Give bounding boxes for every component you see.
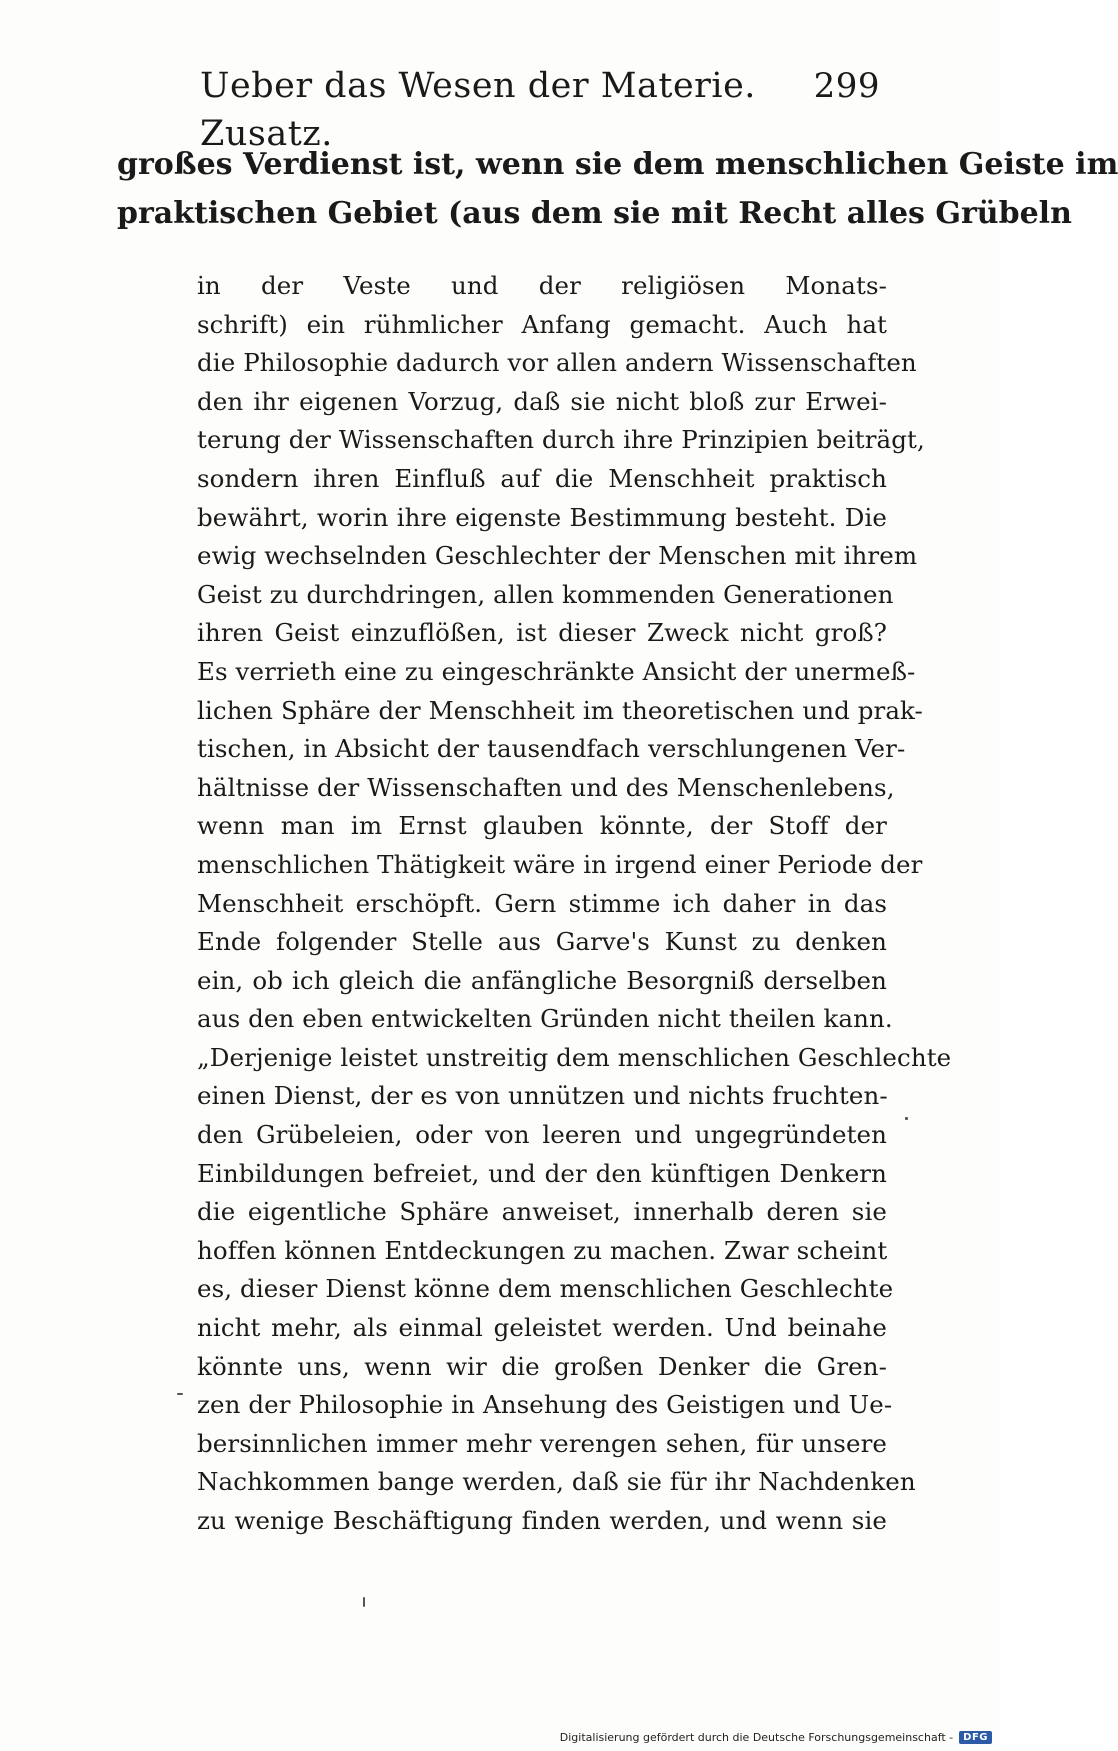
text-line: großes Verdienst ist, wenn sie dem menschlichen Geiste im: [117, 147, 1118, 182]
text-line: den Grübeleien, oder von leeren und ungegründeten: [197, 1120, 887, 1150]
dfg-logo: DFG: [959, 1731, 992, 1744]
text-line: Nachkommen bange werden, daß sie für ihr Nachdenken: [197, 1467, 916, 1497]
text-line: menschlichen Thätigkeit wäre in irgend einer Periode der: [197, 849, 923, 879]
text-line: Es verrieth eine zu eingeschränkte Ansicht der unermeß-: [197, 656, 916, 686]
text-line: den ihr eigenen Vorzug, daß sie nicht bloß zur Erwei-: [197, 386, 887, 416]
text-line: praktischen Gebiet (aus dem sie mit Recht alles Grübeln: [117, 196, 1072, 231]
text-line: ewig wechselnden Geschlechter der Menschen mit ihrem: [197, 541, 918, 571]
text-line: hältnisse der Wissenschaften und des Menschenlebens,: [197, 772, 895, 802]
text-line: tischen, in Absicht der tausendfach verschlungenen Ver-: [197, 734, 906, 764]
text-line: bewährt, worin ihre eigenste Bestimmung besteht. Die: [197, 502, 887, 532]
text-line: Ende folgender Stelle aus Garve's Kunst zu denken: [197, 927, 887, 957]
text-line: nicht mehr, als einmal geleistet werden. Und beinahe: [197, 1313, 887, 1343]
text-line: wenn man im Ernst glauben könnte, der Stoff der: [197, 811, 887, 841]
print-speck: [177, 1393, 183, 1395]
running-head: [200, 62, 880, 154]
text-line: lichen Sphäre der Menschheit im theoretischen und prak-: [197, 695, 923, 725]
text-line: Menschheit erschöpft. Gern stimme ich daher in das: [197, 888, 887, 918]
text-line: schrift) ein rühmlicher Anfang gemacht. Auch hat: [197, 309, 887, 339]
text-line: ihren Geist einzuflößen, ist dieser Zweck nicht groß?: [197, 618, 887, 648]
text-line: Geist zu durchdringen, allen kommenden Generationen: [197, 579, 894, 609]
text-line: aus den eben entwickelten Gründen nicht theilen kann.: [197, 1004, 893, 1034]
text-line: es, dieser Dienst könne dem menschlichen Geschlechte: [197, 1274, 894, 1304]
text-line: Einbildungen befreiet, und der den künftigen Denkern: [197, 1158, 887, 1188]
print-speck: [363, 1597, 365, 1607]
text-line: bersinnlichen immer mehr verengen sehen, für unsere: [197, 1428, 887, 1458]
body-text: [197, 267, 952, 1541]
running-head-title: Ueber das Wesen der Materie. Zusatz.: [200, 66, 756, 154]
text-line: einen Dienst, der es von unnützen und nichts fruchten-: [197, 1081, 888, 1111]
text-line: zen der Philosophie in Ansehung des Geistigen und Ue-: [197, 1390, 893, 1420]
text-line: die eigentliche Sphäre anweiset, innerhalb deren sie: [197, 1197, 887, 1227]
text-line: hoffen können Entdeckungen zu machen. Zwar scheint: [197, 1235, 888, 1265]
text-line: in der Veste und der religiösen Monats-: [197, 271, 887, 300]
text-line: zu wenige Beschäftigung finden werden, und wenn sie: [197, 1506, 887, 1535]
text-line: „Derjenige leistet unstreitig dem menschlichen Geschlechte: [197, 1042, 952, 1072]
text-line: ein, ob ich gleich die anfängliche Besorgniß derselben: [197, 965, 887, 995]
page-number: 299: [813, 66, 880, 106]
text-line: terung der Wissenschaften durch ihre Prinzipien beiträgt,: [197, 425, 925, 455]
credit-text: Digitalisierung gefördert durch die Deutsche Forschungsgemeinschaft -: [559, 1730, 954, 1744]
text-line: könnte uns, wenn wir die großen Denker die Gren-: [197, 1351, 887, 1381]
print-speck: [905, 1117, 908, 1120]
digitization-credit: [560, 1727, 992, 1747]
text-line: sondern ihren Einfluß auf die Menschheit praktisch: [197, 463, 887, 493]
footnote-continuation: [117, 140, 1118, 238]
text-line: die Philosophie dadurch vor allen andern Wissenschaften: [197, 348, 917, 378]
